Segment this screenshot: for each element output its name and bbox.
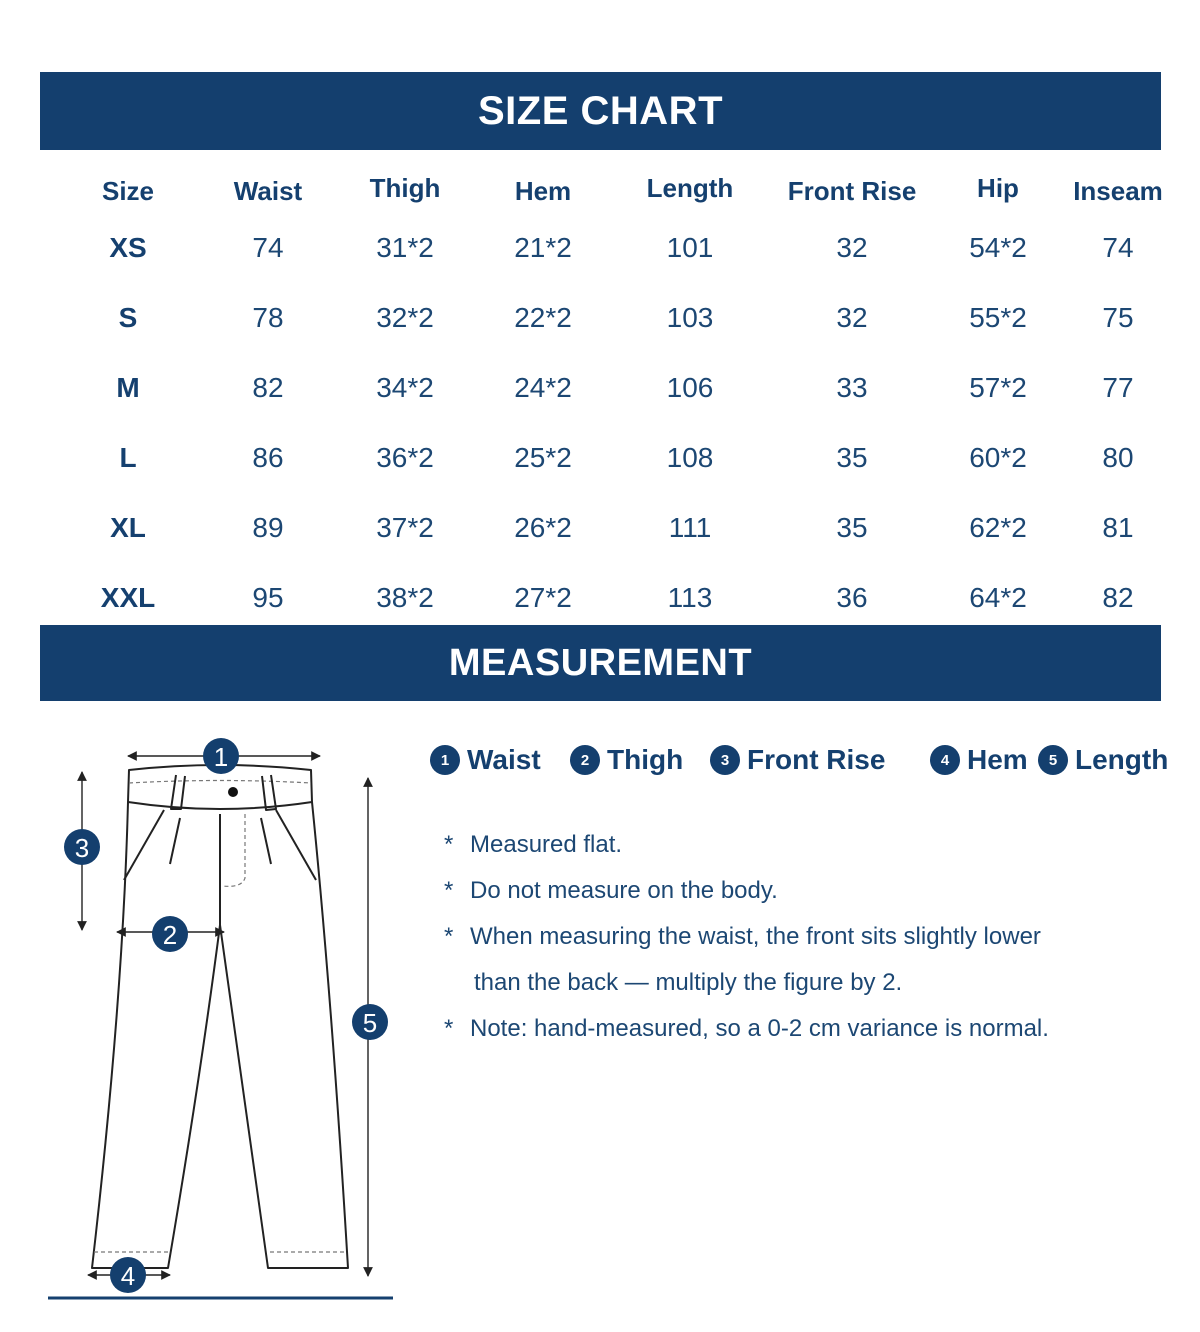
note-text: When measuring the waist, the front sits slightly lower xyxy=(470,923,1041,950)
row-xs-size: XS xyxy=(109,232,147,263)
legend-hem xyxy=(930,744,1028,776)
note-bullet: * xyxy=(444,877,454,904)
row-s-thigh: 32*2 xyxy=(376,302,434,333)
note-text: Do not measure on the body. xyxy=(470,877,778,904)
marker-2 xyxy=(152,916,188,952)
row-xxl-length: 113 xyxy=(667,582,713,613)
row-xs-hip: 54*2 xyxy=(969,232,1027,263)
svg-text:3: 3 xyxy=(74,833,90,863)
row-xxl-size: XXL xyxy=(100,582,156,613)
row-s-inseam: 75 xyxy=(1102,302,1134,333)
pants-measurement-diagram xyxy=(40,720,400,1310)
row-s-waist: 78 xyxy=(252,302,284,333)
col-header-length: Length xyxy=(646,173,734,203)
row-xs-front-rise: 32 xyxy=(836,232,868,263)
row-xl-thigh: 37*2 xyxy=(376,512,434,543)
note-text: Measured flat. xyxy=(470,831,623,858)
legend-label-hem: Hem xyxy=(967,744,1028,775)
legend-thigh xyxy=(570,744,683,776)
note-item xyxy=(444,1015,1049,1043)
note-bullet: * xyxy=(444,831,454,858)
pants-outline xyxy=(92,765,348,1268)
col-header-front-rise: Front Rise xyxy=(787,176,917,206)
note-text: Note: hand-measured, so a 0-2 cm variance is normal. xyxy=(470,1015,1049,1042)
row-xs-length: 101 xyxy=(666,232,714,263)
note-text: than the back — multiply the figure by 2. xyxy=(474,969,903,996)
marker-4 xyxy=(110,1257,146,1293)
legend-label-waist: Waist xyxy=(467,744,541,775)
row-m-inseam: 77 xyxy=(1102,372,1134,403)
measurement-title: MEASUREMENT xyxy=(448,641,753,684)
row-xxl-hem: 27*2 xyxy=(514,582,572,613)
legend-label-thigh: Thigh xyxy=(607,744,684,775)
row-xxl-thigh: 38*2 xyxy=(376,582,434,613)
note-item xyxy=(444,831,622,859)
row-s-front-rise: 32 xyxy=(836,302,868,333)
size-chart-banner xyxy=(40,72,1161,150)
row-xl-waist: 89 xyxy=(252,512,284,543)
legend-waist xyxy=(430,744,541,776)
button-dot xyxy=(228,787,238,797)
col-header-thigh: Thigh xyxy=(369,173,441,203)
note-continuation xyxy=(474,969,902,997)
row-xxl-hip: 64*2 xyxy=(969,582,1027,613)
row-xxl-front-rise: 36 xyxy=(836,582,868,613)
row-s-hem: 22*2 xyxy=(514,302,572,333)
row-xl-size: XL xyxy=(110,512,146,543)
marker-3 xyxy=(64,829,100,865)
svg-text:5: 5 xyxy=(362,1008,378,1038)
row-xxl-waist: 95 xyxy=(252,582,284,613)
size-chart-title: SIZE CHART xyxy=(478,88,723,133)
marker-1 xyxy=(203,738,239,774)
legend-label-front-rise: Front Rise xyxy=(747,744,886,775)
row-xs-thigh: 31*2 xyxy=(376,232,434,263)
note-bullet: * xyxy=(444,1015,454,1042)
legend-length xyxy=(1038,744,1168,776)
row-m-front-rise: 33 xyxy=(836,372,868,403)
svg-text:1: 1 xyxy=(213,742,229,772)
row-m-hem: 24*2 xyxy=(514,372,572,403)
legend-badge-5: 5 xyxy=(1038,745,1068,775)
row-xl-hip: 62*2 xyxy=(969,512,1027,543)
note-item xyxy=(444,877,778,905)
legend-badge-1: 1 xyxy=(430,745,460,775)
row-xl-inseam: 81 xyxy=(1102,512,1134,543)
row-xs-waist: 74 xyxy=(252,232,284,263)
row-l-front-rise: 35 xyxy=(836,442,868,473)
row-m-waist: 82 xyxy=(252,372,284,403)
row-l-hem: 25*2 xyxy=(514,442,572,473)
row-xs-hem: 21*2 xyxy=(514,232,572,263)
row-m-length: 106 xyxy=(666,372,714,403)
col-header-hem: Hem xyxy=(514,176,572,206)
legend-badge-2: 2 xyxy=(570,745,600,775)
col-header-size: Size xyxy=(101,176,155,206)
legend-badge-4: 4 xyxy=(930,745,960,775)
row-xl-length: 111 xyxy=(668,512,712,543)
legend-label-length: Length xyxy=(1075,744,1169,775)
svg-text:2: 2 xyxy=(162,920,178,950)
svg-text:4: 4 xyxy=(120,1261,136,1291)
row-l-length: 108 xyxy=(666,442,714,473)
row-xl-front-rise: 35 xyxy=(836,512,868,543)
legend-front-rise xyxy=(710,744,885,776)
row-m-size: M xyxy=(116,372,140,403)
row-xxl-inseam: 82 xyxy=(1102,582,1134,613)
col-header-inseam: Inseam xyxy=(1073,176,1163,206)
legend-badge-3: 3 xyxy=(710,745,740,775)
row-l-size: L xyxy=(119,442,137,473)
row-xs-inseam: 74 xyxy=(1102,232,1134,263)
row-s-length: 103 xyxy=(666,302,714,333)
note-bullet: * xyxy=(444,923,454,950)
row-l-hip: 60*2 xyxy=(969,442,1027,473)
row-s-size: S xyxy=(118,302,138,333)
row-xl-hem: 26*2 xyxy=(514,512,572,543)
col-header-hip: Hip xyxy=(977,173,1019,203)
marker-5 xyxy=(352,1004,388,1040)
note-item xyxy=(444,923,1041,951)
row-s-hip: 55*2 xyxy=(969,302,1027,333)
row-l-thigh: 36*2 xyxy=(376,442,434,473)
measurement-banner xyxy=(40,625,1161,701)
col-header-waist: Waist xyxy=(233,176,303,206)
row-m-thigh: 34*2 xyxy=(376,372,434,403)
row-m-hip: 57*2 xyxy=(969,372,1027,403)
row-l-inseam: 80 xyxy=(1102,442,1134,473)
row-l-waist: 86 xyxy=(252,442,284,473)
